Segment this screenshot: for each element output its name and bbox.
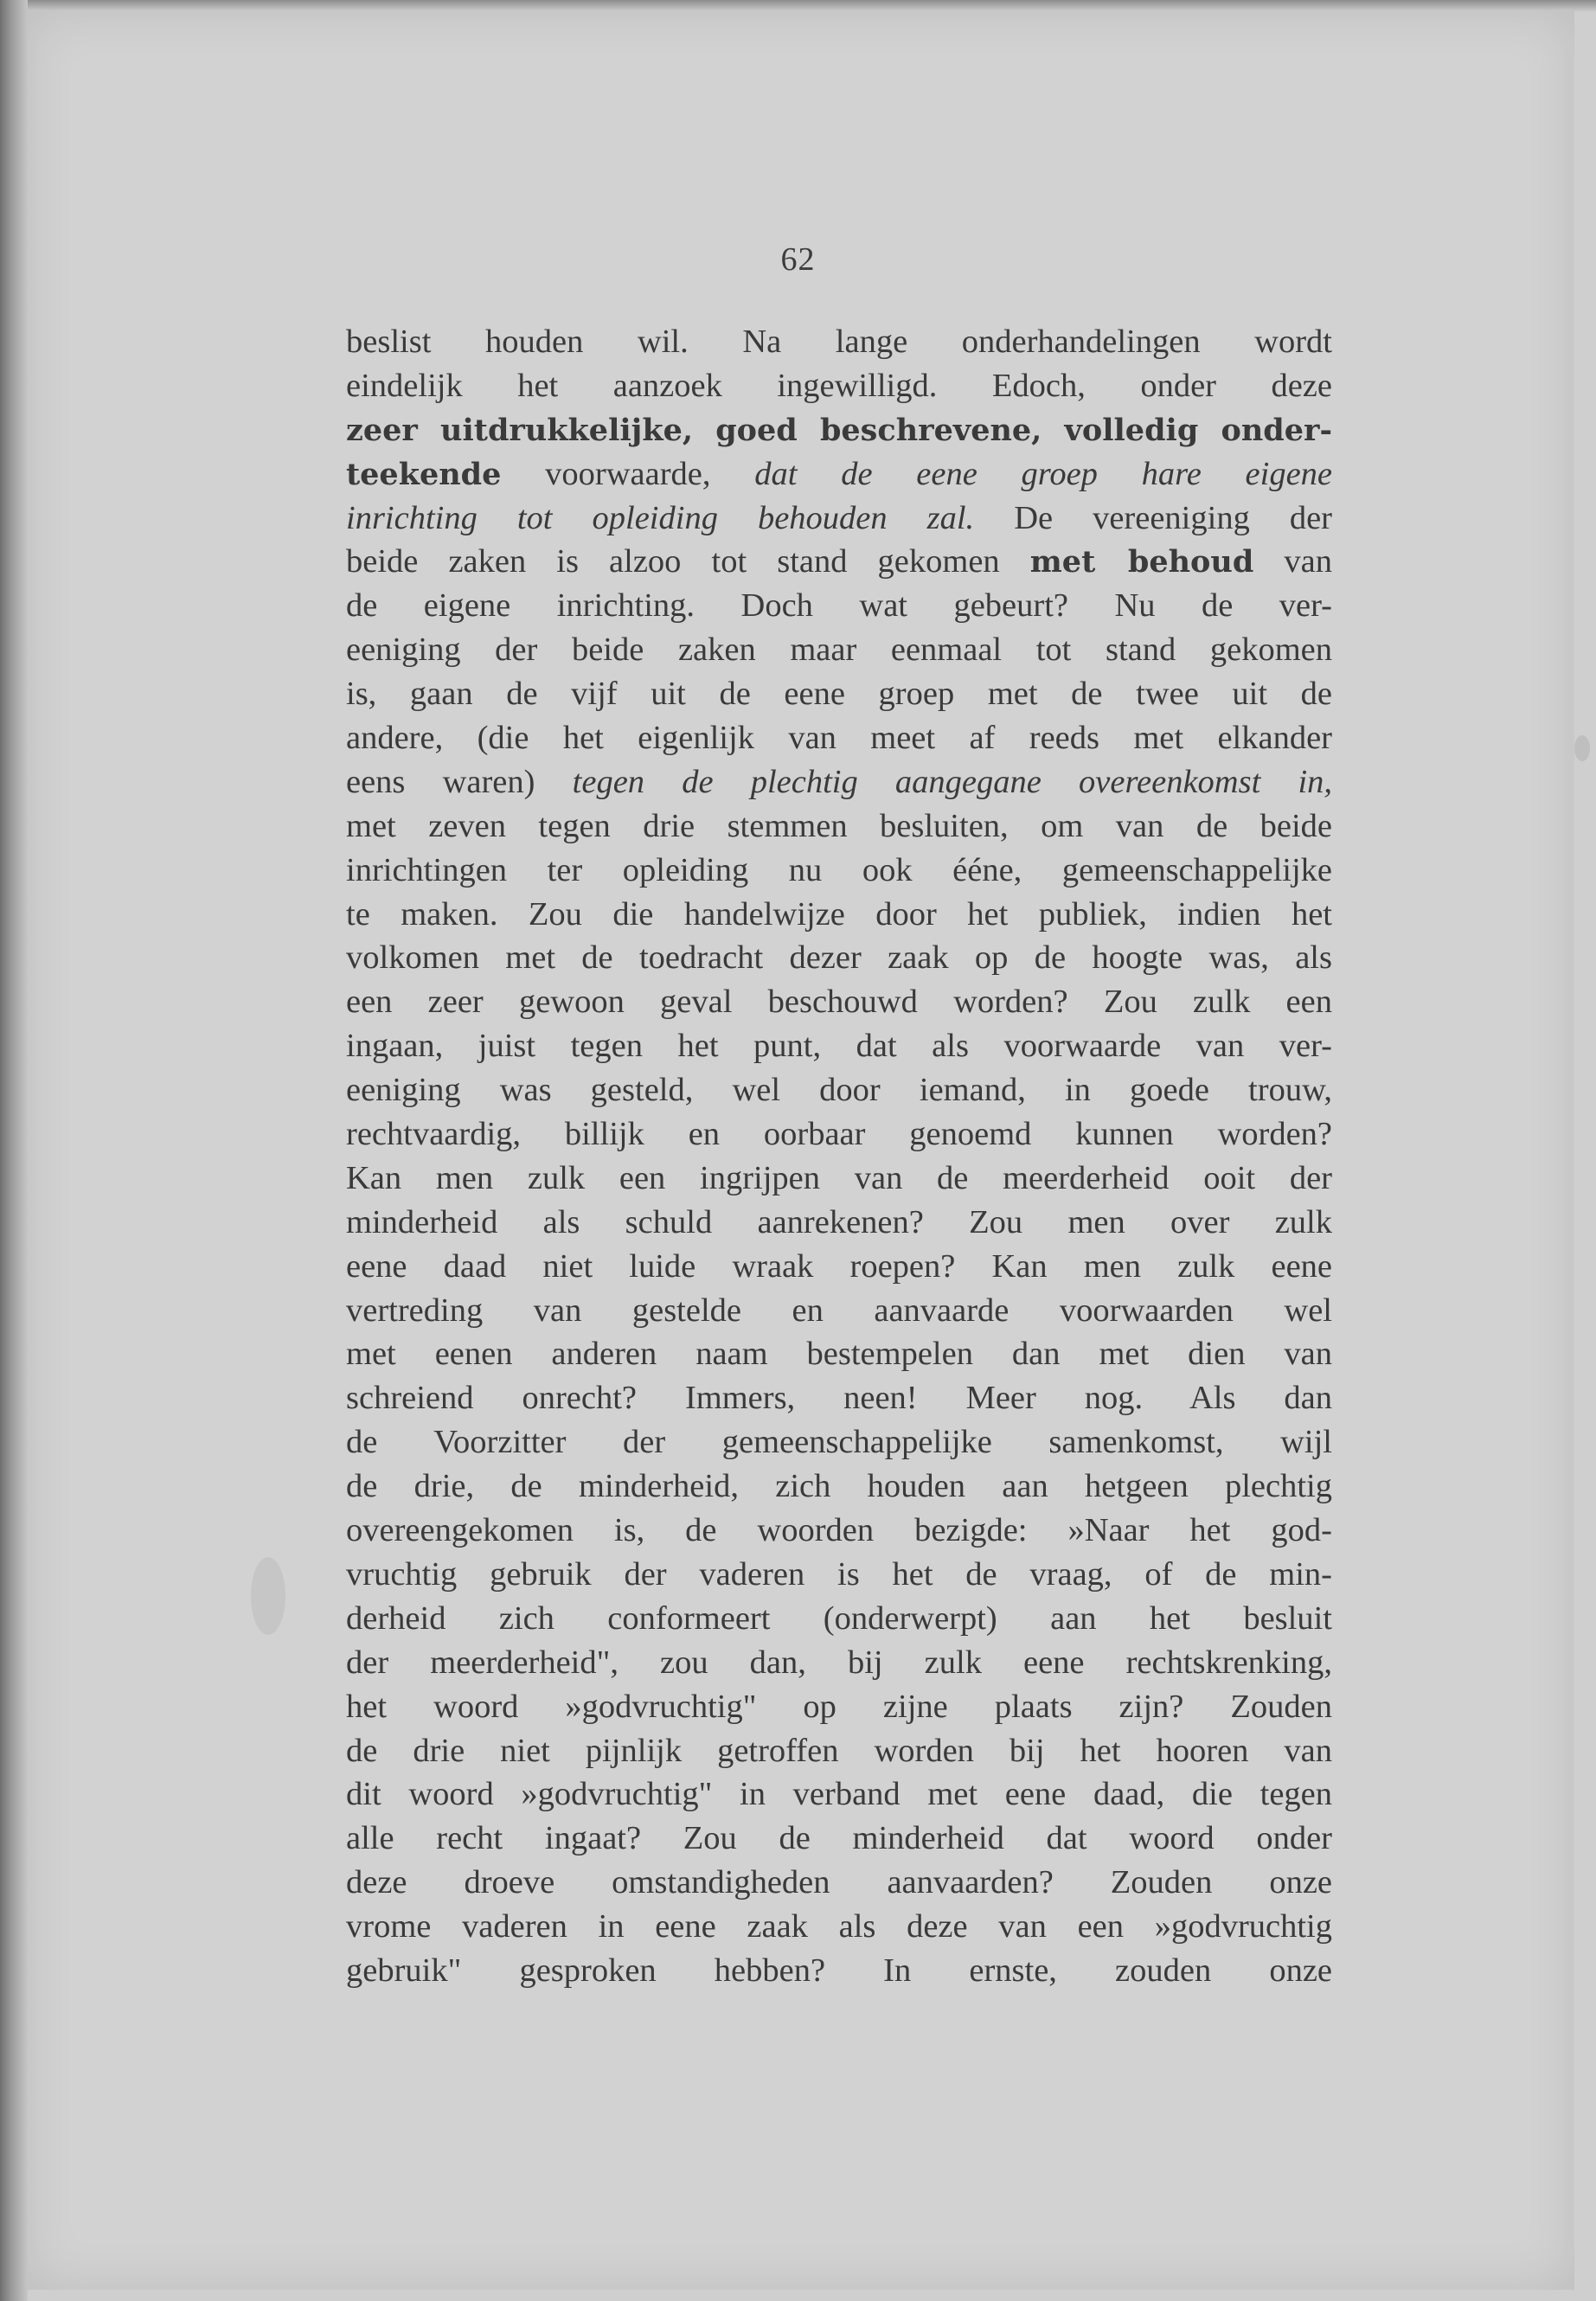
text-line — [346, 1817, 1332, 1861]
text-segment: vertreding van gestelde en aanvaarde voorwaarden wel — [346, 1292, 1332, 1329]
text-line — [346, 804, 1332, 849]
text-line — [346, 716, 1332, 760]
text-segment: een zeer gewoon geval beschouwd worden? Zou zulk een — [346, 984, 1332, 1021]
text-segment: rechtvaardig, billijk en oorbaar genoemd kunnen worden? — [346, 1116, 1332, 1153]
text-segment: vrome vaderen in eene zaak als deze van een »godvruchtig — [346, 1908, 1332, 1945]
text-segment: inrichtingen ter opleiding nu ook ééne, gemeenschappelijke — [346, 851, 1332, 888]
text-segment: deze droeve omstandigheden aanvaarden? Zouden onze — [346, 1864, 1332, 1901]
text-line — [346, 320, 1332, 364]
text-line — [346, 452, 1332, 497]
text-segment: van — [1253, 543, 1332, 580]
text-line — [346, 1861, 1332, 1905]
text-segment: volkomen met de toedracht dezer zaak op de hoogte was, als — [346, 939, 1332, 977]
text-segment: met zeven tegen drie stemmen besluiten, om van de beide — [346, 807, 1332, 844]
text-segment: vruchtig gebruik der vaderen is het de vraag, of de min- — [346, 1555, 1332, 1593]
text-segment: eindelijk het aanzoek ingewilligd. Edoch, onder deze — [346, 367, 1332, 404]
italic-text: tegen de plechtig aangegane overeenkomst in, — [572, 763, 1332, 800]
text-segment: de drie niet pijnlijk getroffen worden bij het hooren van — [346, 1732, 1332, 1769]
text-segment: is, gaan de vijf uit de eene groep met de twee uit de — [346, 676, 1332, 713]
text-line — [346, 1553, 1332, 1597]
text-segment: voorwaarde, — [501, 455, 755, 492]
text-segment: minderheid als schuld aanrekenen? Zou men over zulk — [346, 1203, 1332, 1240]
text-line — [346, 1112, 1332, 1157]
text-segment: eeniging der beide zaken maar eenmaal tot stand gekomen — [346, 631, 1332, 669]
text-line — [346, 1949, 1332, 1993]
page-smudge — [251, 1557, 285, 1635]
text-segment: beide zaken is alzoo tot stand gekomen — [346, 543, 1030, 580]
text-line — [346, 1729, 1332, 1773]
text-line — [346, 1465, 1332, 1509]
text-line — [346, 1641, 1332, 1685]
bold-text: met behoud — [1029, 544, 1254, 580]
text-line — [346, 364, 1332, 408]
text-line — [346, 672, 1332, 716]
scan-edge-left — [0, 0, 28, 2301]
text-line — [346, 1597, 1332, 1641]
text-segment: alle recht ingaat? Zou de minderheid dat woord onder — [346, 1820, 1332, 1857]
italic-text: dat de eene groep hare eigene — [754, 455, 1332, 492]
text-line — [346, 980, 1332, 1024]
text-line — [346, 1024, 1332, 1068]
text-line — [346, 760, 1332, 804]
text-segment: de Voorzitter der gemeenschappelijke samenkomst, wijl — [346, 1424, 1332, 1461]
text-line — [346, 893, 1332, 937]
text-line — [346, 540, 1332, 584]
text-segment: der meerderheid", zou dan, bij zulk eene rechtskrenking, — [346, 1644, 1332, 1681]
text-line — [346, 1068, 1332, 1112]
text-line — [346, 628, 1332, 672]
text-segment: derheid zich conformeert (onderwerpt) aan het besluit — [346, 1599, 1332, 1637]
text-segment: andere, (die het eigenlijk van meet af reeds met elkander — [346, 720, 1332, 757]
text-line — [346, 1685, 1332, 1729]
text-segment: eens waren) — [346, 763, 573, 800]
text-line — [346, 1420, 1332, 1465]
text-segment: de drie, de minderheid, zich houden aan hetgeen plechtig — [346, 1468, 1332, 1505]
text-line — [346, 1905, 1332, 1949]
text-segment: ingaan, juist tegen het punt, dat als voorwaarde van ver- — [346, 1028, 1332, 1065]
text-line — [346, 849, 1332, 893]
text-segment: eeniging was gesteld, wel door iemand, in goede trouw, — [346, 1072, 1332, 1109]
text-segment: gebruik" gesproken hebben? In ernste, zouden onze — [346, 1952, 1332, 1989]
text-line — [346, 1157, 1332, 1201]
text-segment: dit woord »godvruchtig" in verband met eene daad, die tegen — [346, 1776, 1332, 1813]
text-line — [346, 1245, 1332, 1289]
text-segment: met eenen anderen naam bestempelen dan met dien van — [346, 1336, 1332, 1373]
text-line — [346, 936, 1332, 980]
text-line — [346, 584, 1332, 628]
page-smudge — [1574, 735, 1590, 761]
text-segment: overeengekomen is, de woorden bezigde: »Naar het god- — [346, 1512, 1332, 1549]
bold-text: zeer uitdrukkelijke, goed beschrevene, volledig onder- — [346, 412, 1332, 448]
italic-text: inrichting tot opleiding behouden zal. — [346, 499, 975, 536]
page-number: 62 — [780, 241, 816, 278]
text-line — [346, 1376, 1332, 1420]
text-segment: schreiend onrecht? Immers, neen! Meer nog. Als dan — [346, 1380, 1332, 1417]
text-segment: eene daad niet luide wraak roepen? Kan men zulk eene — [346, 1247, 1332, 1285]
text-line — [346, 497, 1332, 541]
text-line — [346, 408, 1332, 452]
body-text — [346, 320, 1332, 1993]
text-line — [346, 1289, 1332, 1333]
text-segment: Kan men zulk een ingrijpen van de meerderheid ooit der — [346, 1159, 1332, 1196]
text-line — [346, 1201, 1332, 1245]
text-segment: beslist houden wil. Na lange onderhandelingen wordt — [346, 324, 1332, 360]
text-segment: het woord »godvruchtig" op zijne plaats zijn? Zouden — [346, 1688, 1332, 1725]
text-line — [346, 1332, 1332, 1376]
text-segment: De vereeniging der — [974, 499, 1332, 536]
text-line — [346, 1509, 1332, 1553]
text-segment: de eigene inrichting. Doch wat gebeurt? Nu de ver- — [346, 587, 1332, 625]
bold-text: teekende — [346, 456, 502, 492]
text-line — [346, 1772, 1332, 1817]
text-segment: te maken. Zou die handelwijze door het publiek, indien het — [346, 895, 1332, 933]
